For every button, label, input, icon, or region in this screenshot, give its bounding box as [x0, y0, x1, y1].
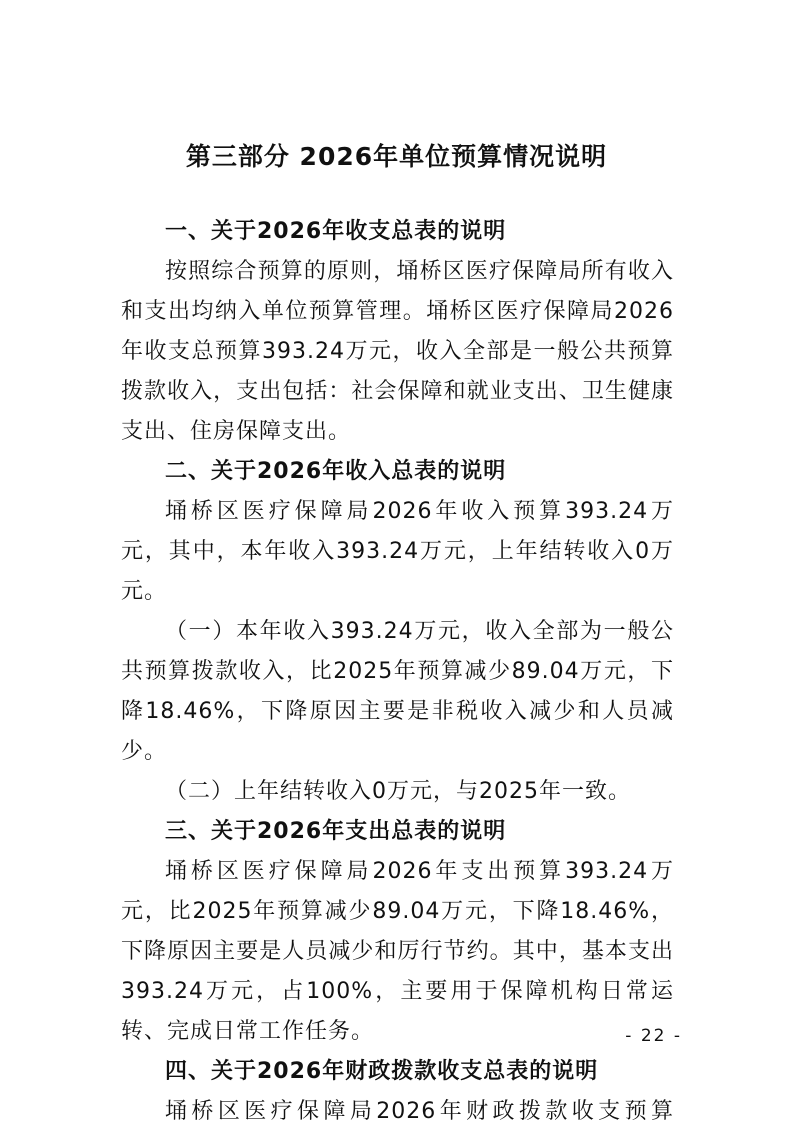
section-3-paragraph-1: 埇桥区医疗保障局2026年支出预算393.24万元，比2025年预算减少89.04万元，下降18.46%，下降原因主要是人员减少和厉行节约。其中，基本支出393.24万元，占100%，主要用于保障机构日常运转、完成日常工作任务。 — [121, 859, 674, 1044]
document-body — [121, 212, 674, 1132]
section-1-paragraph-1: 按照综合预算的原则，埇桥区医疗保障局所有收入和支出均纳入单位预算管理。埇桥区医疗保障局2026年收支总预算393.24万元，收入全部是一般公共预算拨款收入，支出包括：社会保障和就业支出、卫生健康支出、住房保障支出。 — [121, 259, 674, 444]
page-title: 第三部分 2026年单位预算情况说明 — [185, 142, 608, 171]
section-heading-2: 二、关于2026年收入总表的说明 — [165, 459, 507, 484]
section-4-paragraph-1: 埇桥区医疗保障局2026年财政拨款收支预算 — [165, 1099, 674, 1124]
page-number: - 22 - — [625, 1026, 682, 1046]
section-heading-1: 一、关于2026年收支总表的说明 — [165, 219, 507, 244]
section-heading-4: 四、关于2026年财政拨款收支总表的说明 — [165, 1059, 599, 1084]
section-heading-3: 三、关于2026年支出总表的说明 — [165, 819, 507, 844]
section-2-paragraph-1: 埇桥区医疗保障局2026年收入预算393.24万元，其中，本年收入393.24万元，上年结转收入0万元。 — [121, 499, 674, 604]
section-2-paragraph-2: （一）本年收入393.24万元，收入全部为一般公共预算拨款收入，比2025年预算减少89.04万元，下降18.46%，下降原因主要是非税收入减少和人员减少。 — [121, 619, 674, 764]
section-2-paragraph-3: （二）上年结转收入0万元，与2025年一致。 — [165, 779, 631, 804]
